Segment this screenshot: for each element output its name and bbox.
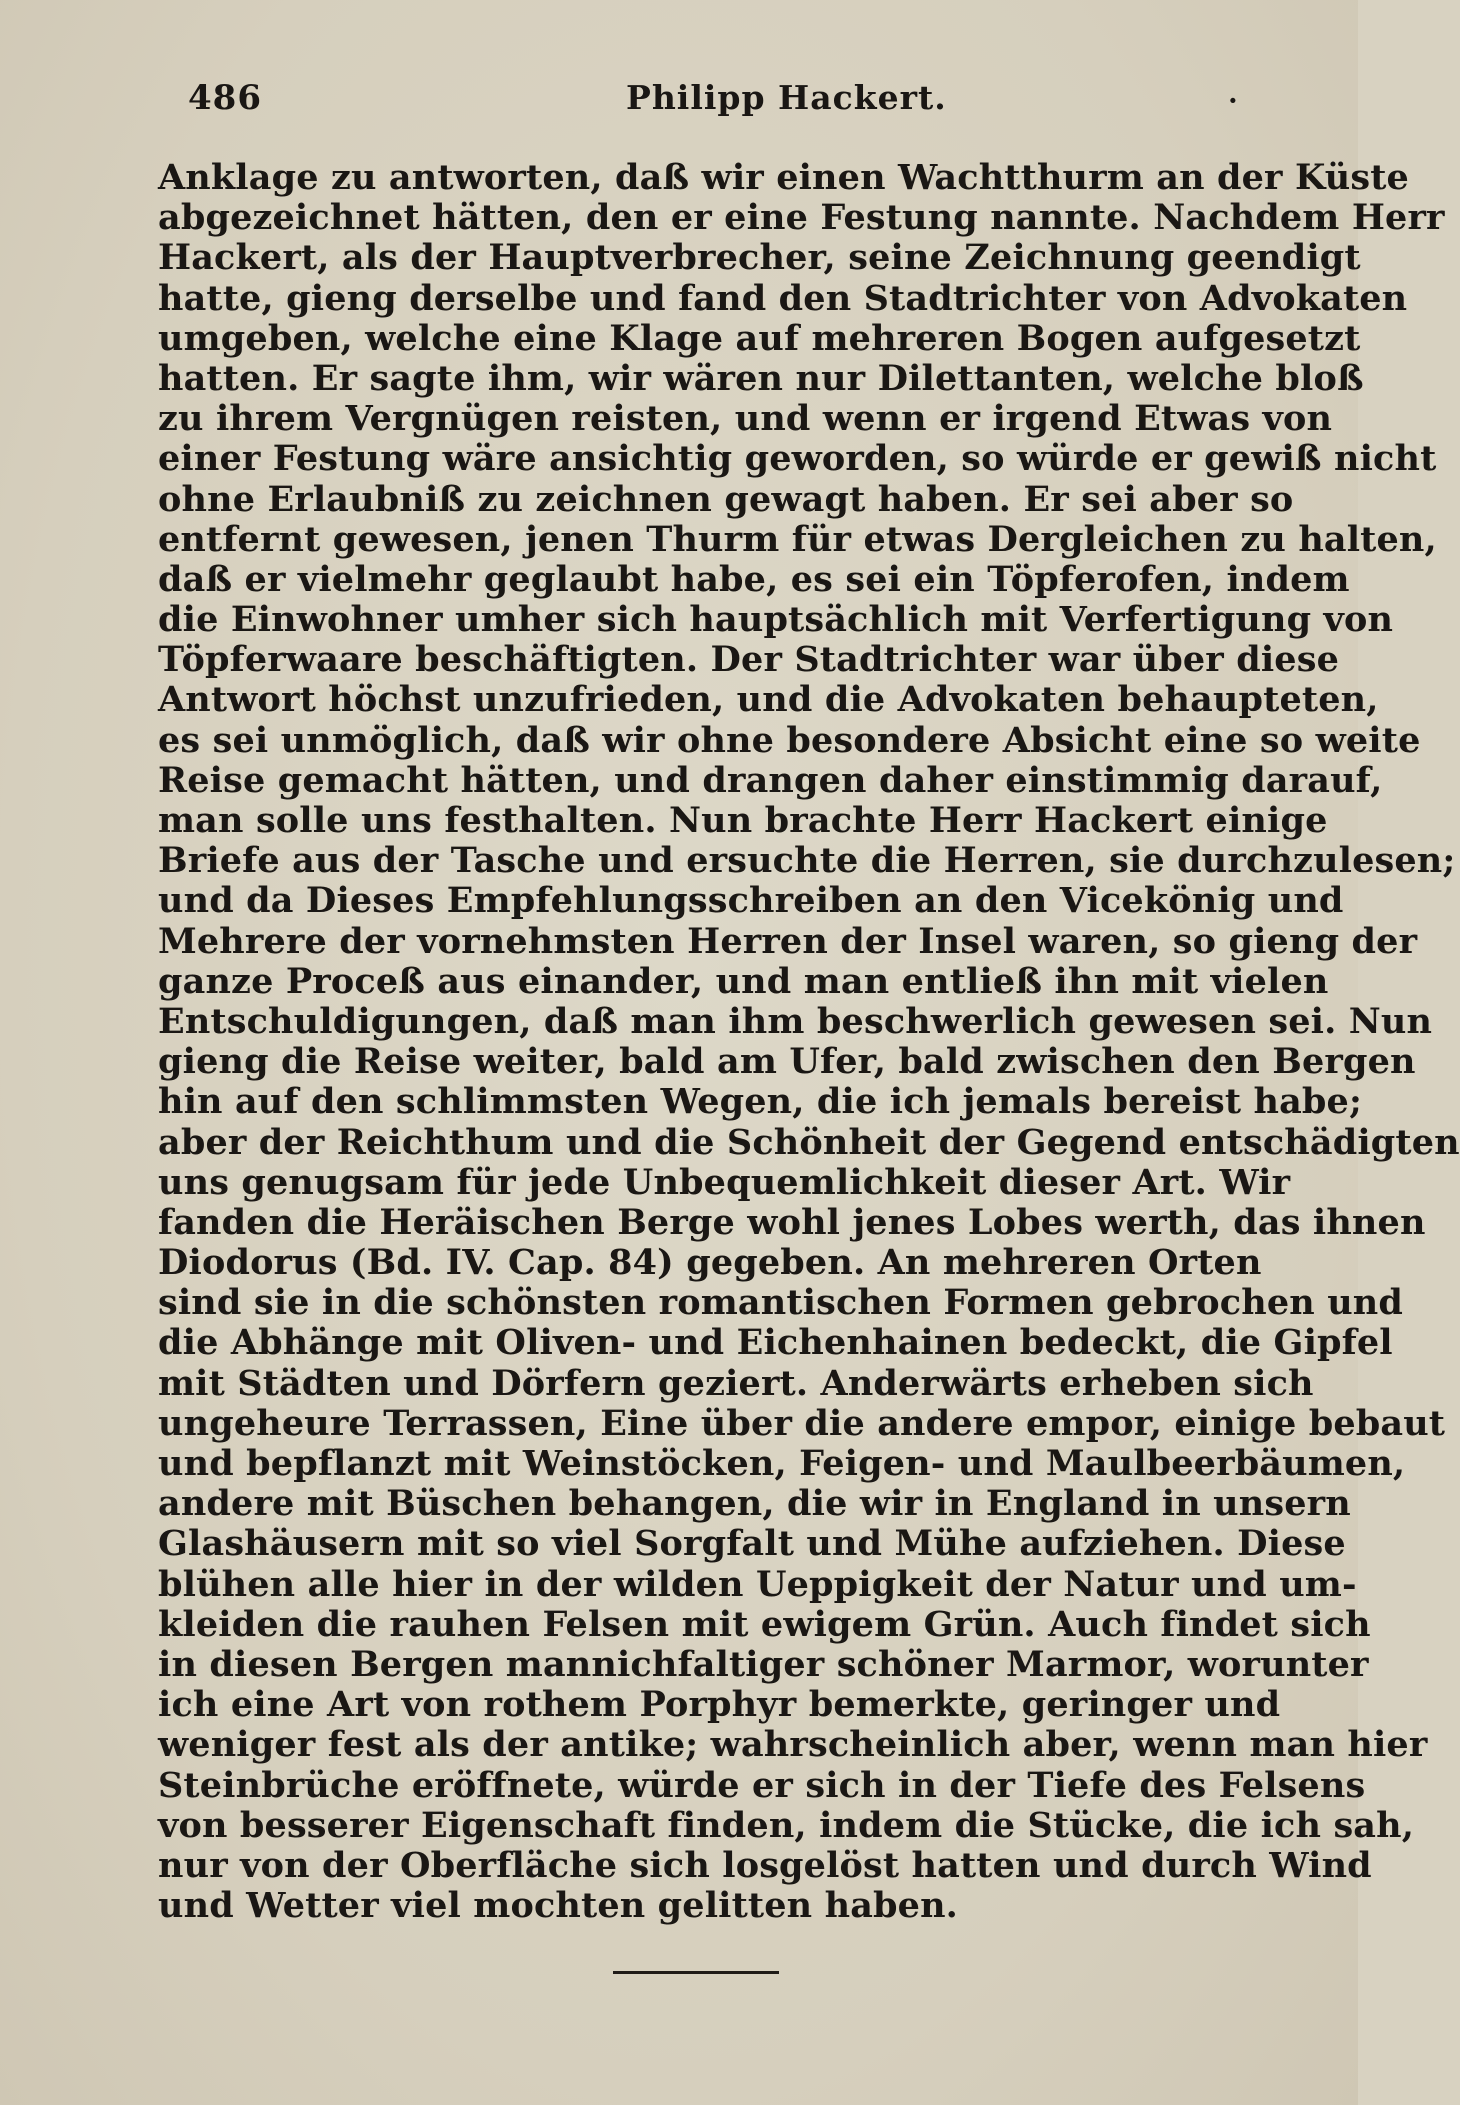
text-line: gieng die Reise weiter, bald am Ufer, bald zwischen den Bergen — [158, 1041, 1416, 1083]
text-line-final: und Wetter viel mochten gelitten haben. — [158, 1885, 958, 1927]
text-line: uns genugsam für jede Unbequemlichkeit dieser Art. Wir — [158, 1161, 1291, 1203]
text-line: und bepflanzt mit Weinstöcken, Feigen- und Maulbeerbäumen, — [158, 1443, 1406, 1484]
text-line: mit Städten und Dörfern geziert. Anderwärts erheben sich — [158, 1362, 1314, 1404]
page-number: 486 — [188, 78, 262, 118]
text-line: fanden die Heräischen Berge wohl jenes Lobes werth, das ihnen — [158, 1201, 1426, 1243]
header-mark: · — [1228, 84, 1238, 117]
text-line: aber der Reichthum und die Schönheit der Gegend entschädigten — [158, 1121, 1460, 1163]
text-line: es sei unmöglich, daß wir ohne besondere Absicht eine so weite — [158, 719, 1421, 761]
text-line: ganze Proceß aus einander, und man entließ ihn mit vielen — [158, 960, 1329, 1002]
text-line: ungeheure Terrassen, Eine über die andere empor, einige bebaut — [158, 1402, 1446, 1444]
text-line: Reise gemacht hätten, und drangen daher einstimmig darauf, — [158, 759, 1383, 801]
text-line: sind sie in die schönsten romantischen Formen gebrochen und — [158, 1282, 1404, 1324]
text-line: weniger fest als der antike; wahrscheinlich aber, wenn man hier — [158, 1724, 1428, 1766]
text-line: Töpferwaare beschäftigten. Der Stadtrichter war über diese — [158, 639, 1339, 681]
text-line: Glashäusern mit so viel Sorgfalt und Mühe aufziehen. Diese — [158, 1523, 1346, 1565]
text-line: Anklage zu antworten, daß wir einen Wachtthurm an der Küste — [158, 157, 1409, 198]
text-line: hatte, gieng derselbe und fand den Stadtrichter von Advokaten — [158, 277, 1408, 319]
text-line: hin auf den schlimmsten Wegen, die ich jemals bereist habe; — [158, 1081, 1363, 1123]
text-line: Antwort höchst unzufrieden, und die Advokaten behaupteten, — [158, 679, 1379, 721]
text-line: man solle uns festhalten. Nun brachte Herr Hackert einige — [158, 800, 1328, 841]
text-line: Entschuldigungen, daß man ihm beschwerlich gewesen sei. Nun — [158, 1000, 1433, 1042]
text-line: Briefe aus der Tasche und ersuchte die Herren, sie durchzulesen; — [158, 840, 1456, 882]
section-end-rule — [613, 1971, 779, 1974]
text-line: einer Festung wäre ansichtig geworden, so würde er gewiß nicht — [158, 438, 1437, 480]
text-line: entfernt gewesen, jenen Thurm für etwas Dergleichen zu halten, — [158, 518, 1437, 560]
running-title: Philipp Hackert. — [626, 78, 947, 117]
text-line: die Abhänge mit Oliven- und Eichenhainen bedeckt, die Gipfel — [158, 1322, 1393, 1364]
page-header — [188, 78, 1258, 128]
text-line: daß er vielmehr geglaubt habe, es sei ein Töpferofen, indem — [158, 558, 1350, 600]
text-line: Diodorus (Bd. IV. Cap. 84) gegeben. An mehreren Orten — [158, 1242, 1262, 1284]
text-line: in diesen Bergen mannichfaltiger schöner Marmor, worunter — [158, 1643, 1369, 1685]
text-line: nur von der Oberfläche sich losgelöst hatten und durch Wind — [158, 1844, 1372, 1886]
text-line: abgezeichnet hätten, den er eine Festung nannte. Nachdem Herr — [158, 197, 1445, 239]
text-line: die Einwohner umher sich hauptsächlich mit Verfertigung von — [158, 599, 1394, 641]
text-line: ich eine Art von rothem Porphyr bemerkte, geringer und — [158, 1684, 1281, 1726]
text-line: umgeben, welche eine Klage auf mehreren Bogen aufgesetzt — [158, 317, 1361, 359]
text-line: kleiden die rauhen Felsen mit ewigem Grün. Auch findet sich — [158, 1603, 1371, 1645]
text-line: ohne Erlaubniß zu zeichnen gewagt haben. Er sei aber so — [158, 478, 1294, 520]
text-line: andere mit Büschen behangen, die wir in England in unsern — [158, 1483, 1351, 1525]
text-line: und da Dieses Empfehlungsschreiben an den Vicekönig und — [158, 880, 1344, 922]
text-line: blühen alle hier in der wilden Ueppigkeit der Natur und um- — [158, 1563, 1357, 1605]
text-line: hatten. Er sagte ihm, wir wären nur Dilettanten, welche bloß — [158, 357, 1364, 399]
text-line: Steinbrüche eröffnete, würde er sich in der Tiefe des Felsens — [158, 1764, 1366, 1806]
text-line: Hackert, als der Hauptverbrecher, seine Zeichnung geendigt — [158, 237, 1361, 279]
text-line: zu ihrem Vergnügen reisten, und wenn er irgend Etwas von — [158, 398, 1333, 440]
text-line: Mehrere der vornehmsten Herren der Insel waren, so gieng der — [158, 920, 1418, 962]
text-line: von besserer Eigenschaft finden, indem die Stücke, die ich sah, — [158, 1804, 1415, 1846]
body-text — [158, 157, 1460, 1927]
